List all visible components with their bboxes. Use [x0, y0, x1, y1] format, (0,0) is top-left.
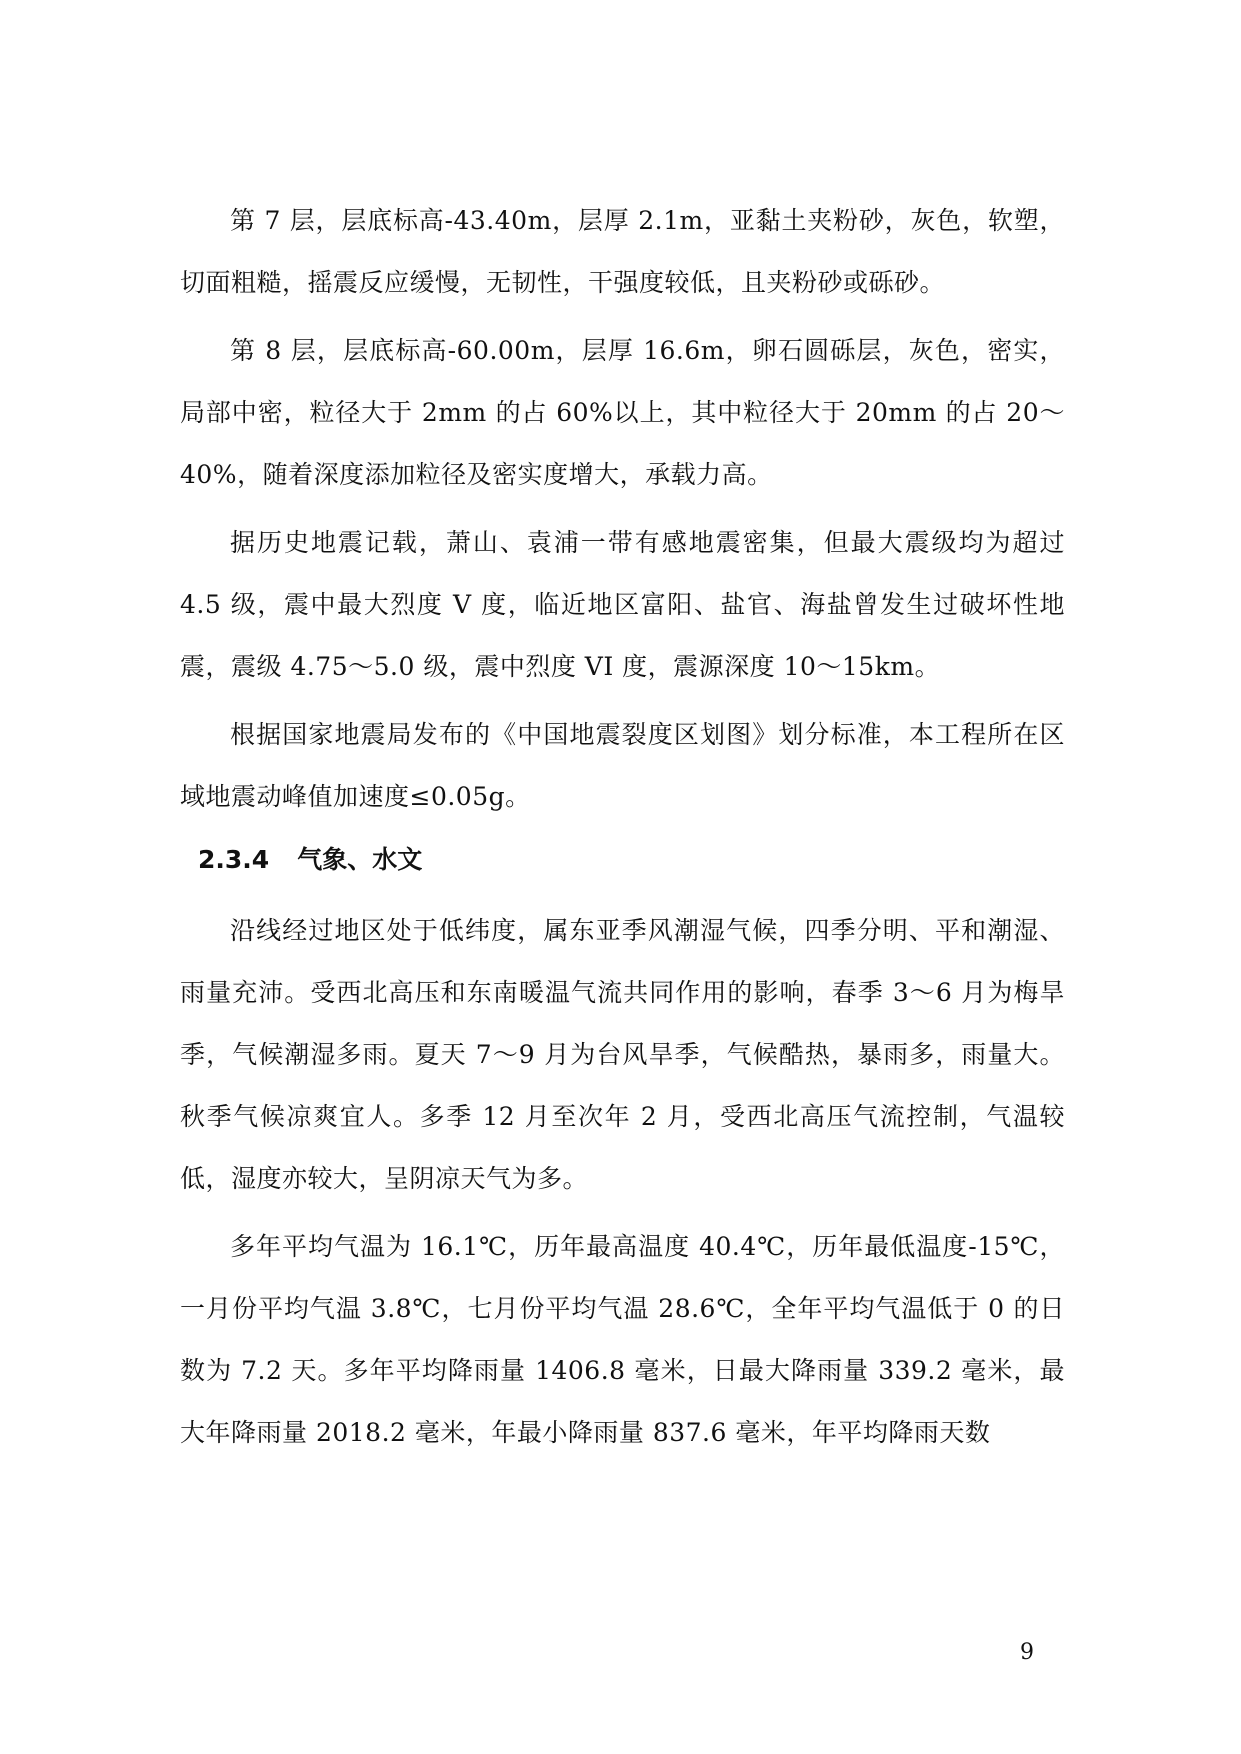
page-number: 9 — [1020, 1640, 1034, 1665]
paragraph-temperature-rainfall: 多年平均气温为 16.1℃，历年最高温度 40.4℃，历年最低温度-15℃，一月份平均气温 3.8℃，七月份平均气温 28.6℃，全年平均气温低于 0 的日数为 7.2 天。多年平均降雨量 1406.8 毫米，日最大降雨量 339.2 毫米，最大年降雨量 2018.2 毫米，年最小降雨量 837.6 毫米，年平均降雨天数 — [180, 1232, 1065, 1447]
paragraph-seismic-zoning: 根据国家地震局发布的《中国地震裂度区划图》划分标准，本工程所在区域地震动峰值加速度≤0.05g。 — [180, 720, 1065, 811]
page-body — [180, 190, 1065, 1470]
paragraph-earthquake-history: 据历史地震记载，萧山、袁浦一带有感地震密集，但最大震级均为超过 4.5 级，震中最大烈度 V 度，临近地区富阳、盐官、海盐曾发生过破坏性地震，震级 4.75～5.0 级，震中烈度 VI 度，震源深度 10～15km。 — [180, 528, 1065, 681]
paragraph-layer-8: 第 8 层，层底标高-60.00m，层厚 16.6m，卵石圆砾层，灰色，密实，局部中密，粒径大于 2mm 的占 60%以上，其中粒径大于 20mm 的占 20～40%，随着深度添加粒径及密实度增大，承载力高。 — [180, 336, 1065, 489]
section-heading — [198, 830, 1065, 890]
paragraph-layer-7: 第 7 层，层底标高-43.40m，层厚 2.1m，亚黏土夹粉砂，灰色，软塑，切面粗糙，摇震反应缓慢，无韧性，干强度较低，且夹粉砂或砾砂。 — [180, 206, 1065, 297]
section-title: 气象、水文 — [297, 845, 423, 874]
section-number: 2.3.4 — [198, 845, 270, 874]
paragraph-climate: 沿线经过地区处于低纬度，属东亚季风潮湿气候，四季分明、平和潮湿、雨量充沛。受西北高压和东南暖温气流共同作用的影响，春季 3～6 月为梅旱季，气候潮湿多雨。夏天 7～9 月为台风旱季，气候酷热，暴雨多，雨量大。秋季气候凉爽宜人。多季 12 月至次年 2 月，受西北高压气流控制，气温较低，湿度亦较大，呈阴凉天气为多。 — [180, 916, 1065, 1193]
